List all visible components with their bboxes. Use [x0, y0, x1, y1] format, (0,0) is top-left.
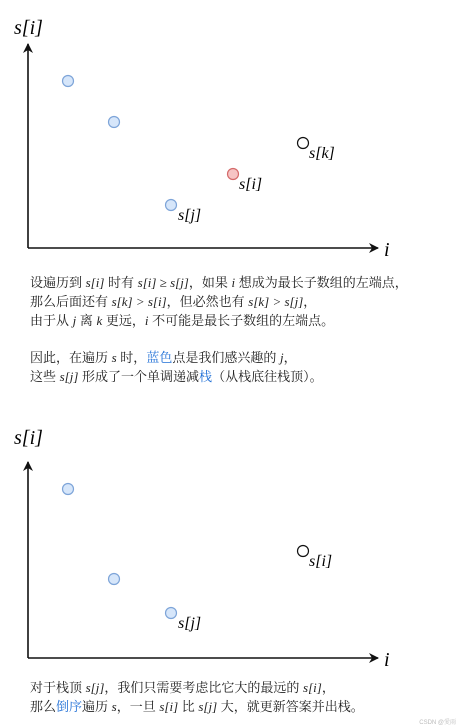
figure-2: [0, 418, 474, 676]
hollow-point-k: [298, 138, 309, 149]
blue-point: [109, 574, 120, 585]
x-axis-label: i: [384, 649, 390, 671]
text-line: 因此，在遍历 s 时，蓝色点是我们感兴趣的 j，: [30, 350, 297, 365]
blue-point: [109, 117, 120, 128]
text-line: 对于栈顶 s[j]，我们只需要考虑比它大的最远的 s[i]，: [30, 680, 335, 695]
point-label-j: s[j]: [178, 207, 202, 224]
text-line: 由于从 j 离 k 更远，i 不可能是最长子数组的左端点。: [30, 313, 335, 328]
point-label-i: s[i]: [309, 553, 333, 570]
point-label-j: s[j]: [178, 615, 202, 632]
explanation-paragraph-1: [30, 273, 408, 330]
text-line: 设遍历到 s[i] 时有 s[i] ≥ s[j]，如果 i 想成为最长子数组的左端点，: [30, 275, 408, 290]
text-line: 那么倒序遍历 s，一旦 s[i] 比 s[j] 大，就更新答案并出栈。: [30, 699, 364, 714]
y-axis-label: s[i]: [14, 427, 43, 449]
highlight-reverse: 倒序: [56, 699, 83, 714]
blue-point-j: [166, 608, 177, 619]
blue-point-j: [166, 200, 177, 211]
blue-point: [63, 76, 74, 87]
highlight-blue: 蓝色: [146, 350, 173, 365]
figure-1: [0, 0, 474, 262]
point-label-k: s[k]: [309, 145, 335, 162]
text-line: 那么后面还有 s[k] > s[i]，但必然也有 s[k] > s[j]，: [30, 294, 317, 309]
point-label-i: s[i]: [239, 176, 263, 193]
x-axis-label: i: [384, 239, 390, 261]
y-axis-label: s[i]: [14, 17, 43, 39]
hollow-point-i: [298, 546, 309, 557]
text-line: 这些 s[j] 形成了一个单调递减栈（从栈底往栈顶）。: [30, 369, 323, 384]
blue-point: [63, 484, 74, 495]
explanation-paragraph-2: [30, 348, 323, 386]
stack-link[interactable]: 栈: [199, 369, 213, 384]
explanation-paragraph-3: [30, 678, 364, 716]
red-point-i: [228, 169, 239, 180]
watermark: CSDN @愛雨: [419, 720, 456, 726]
